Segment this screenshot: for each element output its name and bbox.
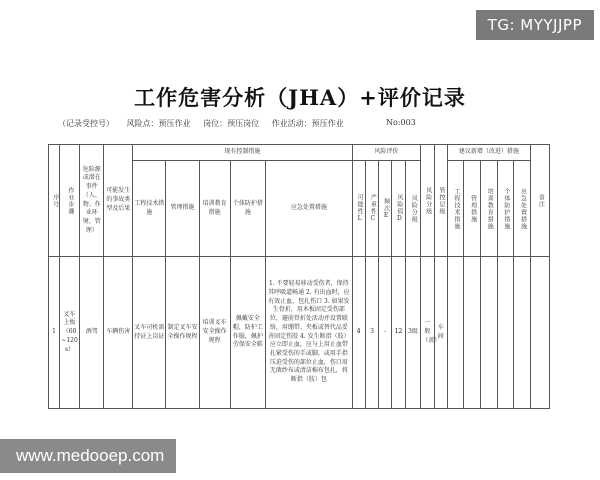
- cell-s-emerg: [514, 257, 531, 409]
- header-risk-level: 风险分级: [421, 145, 434, 257]
- risk-point: 风险点：预压作业: [126, 119, 191, 128]
- header-s: 严重性C: [365, 161, 378, 257]
- watermark-footer: www.medooep.com: [0, 439, 176, 473]
- header-control-level: 管控层级: [434, 145, 447, 257]
- cell-level: 3级: [405, 257, 421, 409]
- watermark-badge: TG: MYYJJPP: [476, 10, 594, 40]
- header-s-train: 培训教育措施: [481, 161, 498, 257]
- header-step: 作业步骤: [60, 145, 80, 257]
- header-training: 培训教育措施: [199, 161, 230, 257]
- cell-risk-level: 一般（黄）: [421, 257, 434, 409]
- cell-emergency: 1. 不要轻易移动受伤者，保持其呼吸道畅通 2. 有出血时，应有效止血，包扎伤口 3. 如果发生骨折，用木板固定受伤部位，避前骨折处活动并设置联络，用绷带、夹板或替代品妥善固定伤肢 4. 发生断指（肢）应立即止血，应与上用止血带扎紧受伤的手或脚，或用手指压迫受伤的部位止血，伤口用无菌纱布或清洁棉布包扎，将断指（肢）包: [266, 257, 352, 409]
- cell-ppe: 佩戴安全帽，防护工作服，佩护劳保安全鞋: [230, 257, 265, 409]
- header-current-controls: 现有控制措施: [133, 145, 352, 161]
- header-level: 风险分级: [405, 161, 421, 257]
- header-consequence: 可能发生的事故类型及后果: [104, 145, 133, 257]
- header-s-mgmt: 管理措施: [464, 161, 481, 257]
- cell-s-mgmt: [464, 257, 481, 409]
- cell-seq: 1: [49, 257, 60, 409]
- header-e: 频次E: [379, 161, 392, 257]
- cell-control-level: 车间: [434, 257, 447, 409]
- cell-remark: [530, 257, 549, 409]
- cell-hazard: 酒驾: [80, 257, 104, 409]
- document-number: No:003: [386, 118, 416, 127]
- cell-e: -: [379, 257, 392, 409]
- cell-consequence: 车辆伤害: [104, 257, 133, 409]
- record-number-label: （记录受控号）: [58, 119, 114, 128]
- cell-s-ppe: [497, 257, 514, 409]
- header-l: 可能性L: [352, 161, 365, 257]
- header-s-eng: 工程技术措施: [447, 161, 464, 257]
- cell-d: 12: [392, 257, 405, 409]
- cell-s: 3: [365, 257, 378, 409]
- cell-engineering: 叉车司机需持证上岗证: [133, 257, 166, 409]
- header-seq: 序号: [49, 145, 60, 257]
- document-meta: [58, 118, 558, 129]
- cell-step: 叉车上板（60~120s）: [60, 257, 80, 409]
- activity-name: 作业活动：预压作业: [271, 119, 344, 128]
- header-engineering: 工程技术措施: [133, 161, 166, 257]
- cell-s-train: [481, 257, 498, 409]
- cell-management: 制定叉车安全操作规程: [166, 257, 199, 409]
- header-management: 管理措施: [166, 161, 199, 257]
- cell-training: 培训叉车安全操作规程: [199, 257, 230, 409]
- cell-s-eng: [447, 257, 464, 409]
- header-s-ppe: 个体防护措施: [497, 161, 514, 257]
- header-remark: 备注: [530, 145, 549, 257]
- document-title: 工作危害分析（JHA）+评价记录: [134, 85, 466, 110]
- cell-l: 4: [352, 257, 365, 409]
- header-s-emerg: 应急处置措施: [514, 161, 531, 257]
- table-row: [49, 257, 550, 409]
- header-suggested: 建议新增（改进）措施: [447, 145, 530, 161]
- header-d: 风险值D: [392, 161, 405, 257]
- header-hazard: 危险源或潜在事件（人、物、作业环境、管理）: [80, 145, 104, 257]
- header-emergency: 应急处置措施: [266, 161, 352, 257]
- jha-table: [48, 144, 550, 409]
- header-risk-eval: 风险评价: [352, 145, 421, 161]
- header-ppe: 个体防护措施: [230, 161, 265, 257]
- post-name: 岗位：预压岗位: [203, 119, 260, 128]
